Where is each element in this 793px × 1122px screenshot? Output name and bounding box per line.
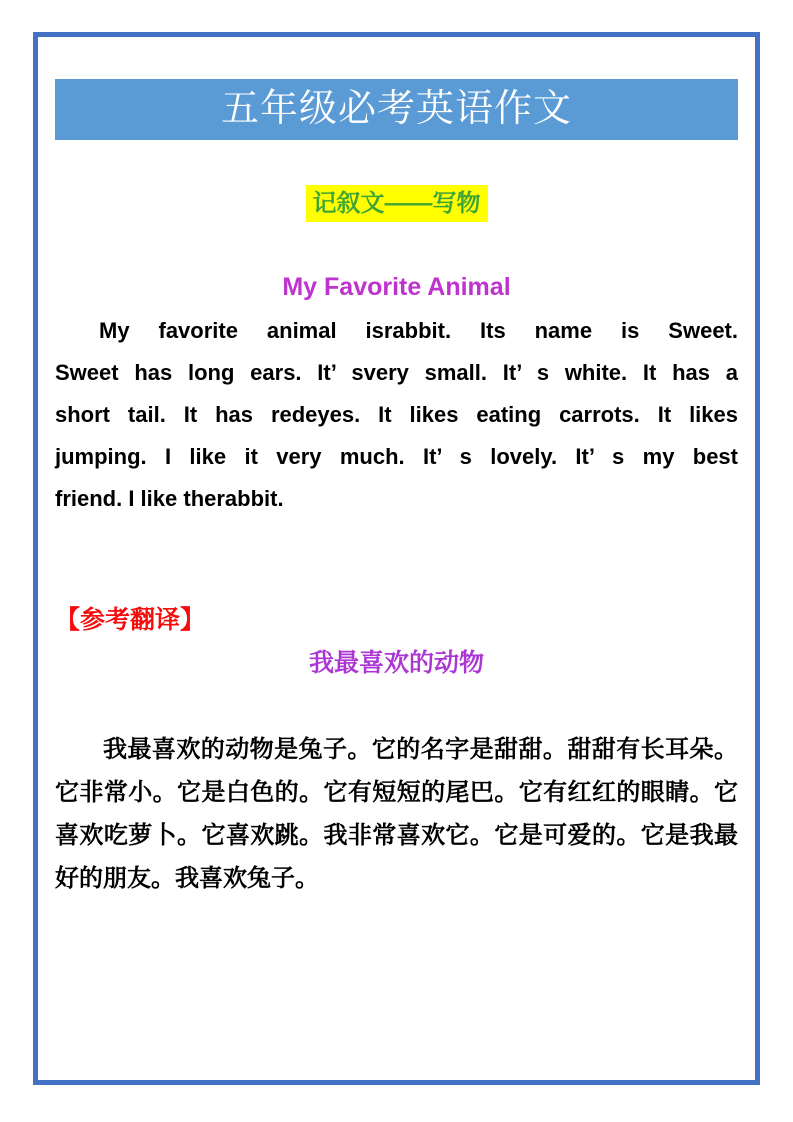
banner-title: 五年级必考英语作文 [220, 88, 572, 130]
chinese-essay-paragraph [55, 728, 738, 900]
text-line: 它非常小。它是白色的。它有短短的尾巴。它有红红的眼睛。它 [55, 779, 738, 806]
text-line: short tail. It has redeyes. It likes eating carrots. It likes [55, 402, 738, 427]
text-line: My favorite animal israbbit. Its name is Sweet. [99, 318, 738, 343]
reference-translation-label: 【参考翻译】 [55, 606, 206, 634]
banner [55, 79, 738, 140]
essay-category-label: 记叙文——写物 [306, 185, 488, 222]
text-line: Sweet has long ears. It’ svery small. It’ s white. It has a [55, 360, 738, 385]
text-line: 喜欢吃萝卜。它喜欢跳。我非常喜欢它。它是可爱的。它是我最 [55, 822, 738, 849]
text-line: jumping. I like it very much. It’ s lovely. It’ s my best [55, 444, 738, 469]
chinese-essay-title: 我最喜欢的动物 [308, 649, 484, 677]
english-essay-paragraph [55, 310, 738, 520]
text-line: 好的朋友。我喜欢兔子。 [55, 865, 319, 892]
subtitle-row [55, 185, 738, 222]
text-line: 我最喜欢的动物是兔子。它的名字是甜甜。甜甜有长耳朵。 [103, 736, 738, 763]
english-essay-title: My Favorite Animal [282, 273, 511, 301]
text-line: friend. I like therabbit. [55, 486, 284, 511]
page-border-frame [33, 32, 760, 1085]
